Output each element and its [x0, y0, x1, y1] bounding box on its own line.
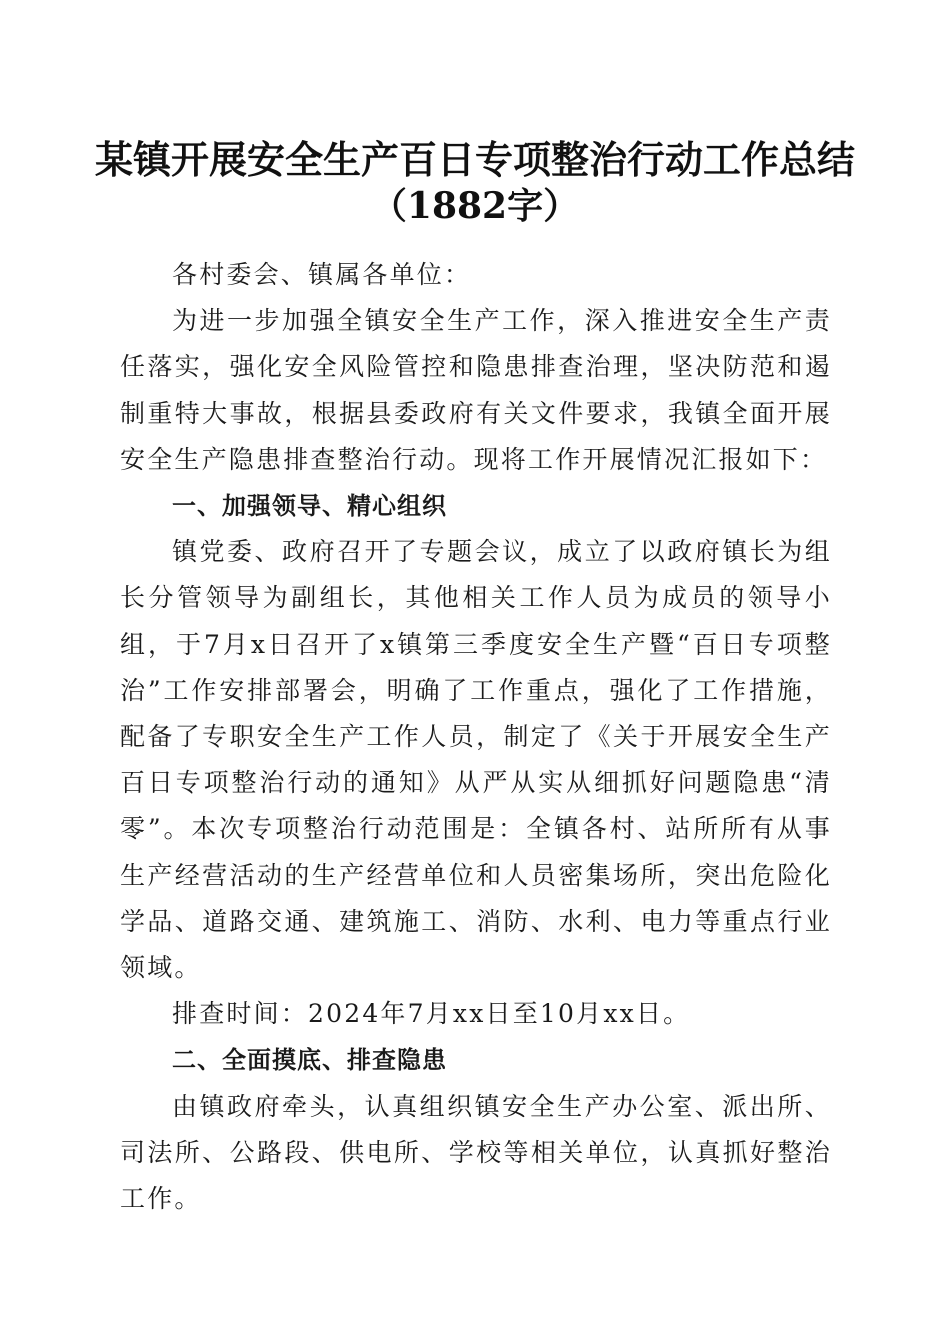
- document-title: 某镇开展安全生产百日专项整治行动工作总结: [94, 137, 855, 182]
- section-2-paragraph: 由镇政府牵头，认真组织镇安全生产办公室、派出所、司法所、公路段、供电所、学校等相关单位，认真抓好整治工作。: [120, 1091, 832, 1214]
- section-1-paragraph: 镇党委、政府召开了专题会议，成立了以政府镇长为组长分管领导为副组长，其他相关工作人员为成员的领导小组，于7月x日召开了x镇第三季度安全生产暨“百日专项整治”工作安排部署会，明确了工作重点，强化了工作措施，配备了专职安全生产工作人员，制定了《关于开展安全生产百日专项整治行动的通知》从严从实从细抓好问题隐患“清零”。本次专项整治行动范围是：全镇各村、站所所有从事生产经营活动的生产经营单位和人员密集场所，突出危险化学品、道路交通、建筑施工、消防、水利、电力等重点行业领域。: [120, 537, 832, 983]
- document-body: [120, 252, 832, 1222]
- salutation: 各村委会、镇属各单位：: [172, 260, 472, 289]
- intro-paragraph: 为进一步加强全镇安全生产工作，深入推进安全生产责任落实，强化安全风险管控和隐患排查治理，坚决防范和遏制重特大事故，根据县委政府有关文件要求，我镇全面开展安全生产隐患排查整治行动。现将工作开展情况汇报如下：: [120, 306, 832, 474]
- section-2-heading: 二、全面摸底、排查隐患: [172, 1046, 447, 1075]
- document-word-count: （1882字）: [370, 185, 580, 227]
- inspection-period: 排查时间：2024年7月xx日至10月xx日。: [172, 999, 691, 1029]
- section-1-heading: 一、加强领导、精心组织: [172, 492, 447, 521]
